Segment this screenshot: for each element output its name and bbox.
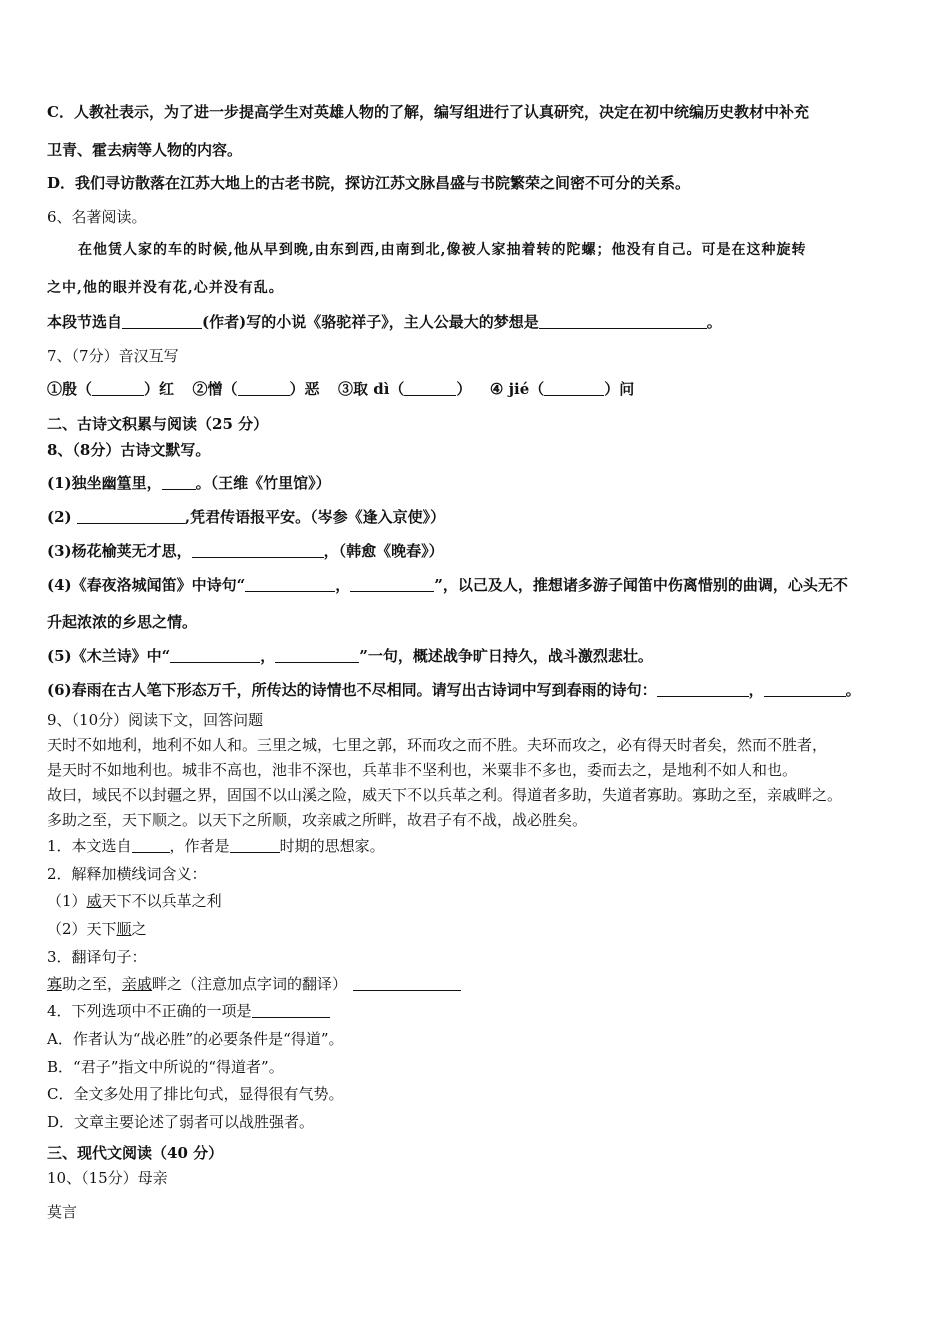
q7-item-2-blank[interactable]	[238, 380, 290, 396]
q8-item-4-text-b: ”，以己及人，推想诸多游子闻笛中伤离惜别的曲调，心头无不	[434, 576, 848, 594]
q9-sub1-book-blank[interactable]	[132, 837, 170, 853]
q8-item-4-line2: 升起浓浓的乡思之情。	[47, 613, 198, 631]
q7-item-1-blank[interactable]	[92, 380, 144, 396]
q9-sub3-sentence	[47, 974, 461, 994]
q9-text-line3: 故曰，域民不以封疆之界，固国不以山溪之险，威天下不以兵革之利。得道者多助，失道者寡助。寡助之至，亲戚畔之。	[47, 786, 843, 804]
q7-heading: 7、（7分）音汉互写	[47, 347, 179, 365]
q9-sub1-text-a: 1．本文选自	[47, 837, 132, 855]
q8-item-2-text-b: ,凭君传语报平安。（岑参《逢入京使》）	[184, 508, 446, 526]
q8-item-1-blank[interactable]	[162, 474, 196, 490]
q9-option-d: D．文章主要论述了弱者可以战胜强者。	[47, 1113, 315, 1131]
q9-text-line1: 天时不如地利，地利不如人和。三里之城，七里之郭，环而攻之而不胜。夫环而攻之，必有得天时者矣，然而不胜者，	[47, 736, 828, 754]
q8-item-5-text-a: (5)《木兰诗》中“	[47, 647, 171, 665]
q6-excerpt-line2: 之中,他的眼并没有花,心并没有乱。	[47, 280, 284, 296]
q8-item-6-blank-2[interactable]	[764, 681, 846, 697]
q9-option-b: B．“君子”指文中所说的“得道者”。	[47, 1058, 284, 1076]
q9-sub2-item2-rest: 之	[131, 920, 147, 938]
q9-sub2-item2	[47, 919, 147, 939]
q9-sub3-underlined-1: 寡	[47, 975, 63, 993]
q10-heading: 10、（15分）母亲	[47, 1169, 168, 1187]
section3-heading: 三、现代文阅读（40 分）	[47, 1144, 224, 1162]
q6-dream-blank[interactable]	[539, 313, 707, 329]
q6-question-text-a: 本段节选自	[47, 313, 123, 331]
q9-sub2-item1-num: （1）	[47, 892, 87, 910]
q9-sub4-answer-blank[interactable]	[252, 1002, 330, 1018]
q8-item-1-text-b: 。（王维《竹里馆》）	[195, 474, 331, 492]
q6-author-blank[interactable]	[122, 313, 202, 329]
q8-item-1	[47, 473, 331, 493]
q8-heading: 8、（8分）古诗文默写。	[47, 441, 211, 459]
q7-item-4-pre: ④ jié（	[489, 380, 545, 398]
q9-sub3: 3．翻译句子：	[47, 948, 147, 966]
q8-item-4-blank-1[interactable]	[245, 576, 335, 592]
q8-item-5-comma: ，	[260, 647, 276, 665]
q9-sub1-text-b: ，作者是	[169, 837, 230, 855]
q5-option-d: D．我们寻访散落在江苏大地上的古老书院，探访江苏文脉昌盛与书院繁荣之间密不可分的关系。	[47, 174, 691, 192]
q9-heading: 9、（10分）阅读下文，回答问题	[47, 711, 264, 729]
q9-sub2-item2-num: （2）天下	[47, 920, 117, 938]
q6-heading: 6、名著阅读。	[47, 208, 147, 226]
q9-sub2-item1-rest: 天下不以兵革之利	[101, 892, 222, 910]
q9-sub1	[47, 836, 385, 856]
section2-heading: 二、古诗文积累与阅读（25 分）	[47, 415, 269, 433]
q5-option-c-line2: 卫青、霍去病等人物的内容。	[47, 141, 243, 159]
q8-item-5-blank-1[interactable]	[170, 647, 260, 663]
q7-item-1-post: ）红	[144, 380, 175, 398]
q9-sub3-text-1: 助之至，	[62, 975, 123, 993]
q9-sub2: 2．解释加横线词含义：	[47, 865, 207, 883]
q7-item-3-blank[interactable]	[404, 380, 456, 396]
q8-item-6-comma: ，	[748, 681, 764, 699]
q9-sub2-item1-underlined: 威	[86, 892, 102, 910]
q8-item-4-line1	[47, 575, 848, 595]
q6-question-end: 。	[706, 313, 722, 331]
q7-item-2-post: ）恶	[289, 380, 320, 398]
q6-excerpt-line1: 在他赁人家的车的时候,他从早到晚,由东到西,由南到北,像被人家抽着转的陀螺；他没有自己。可是在这种旋转	[78, 242, 807, 258]
q9-sub3-answer-blank[interactable]	[353, 975, 461, 991]
q8-item-2-text-a: (2)	[47, 508, 77, 526]
q9-sub3-text-2: 畔之（注意加点字词的翻译）	[152, 975, 348, 993]
q7-items	[47, 379, 634, 399]
q9-sub2-item1	[47, 891, 222, 911]
q8-item-6-text-a: (6)春雨在古人笔下形态万千，所传达的诗情也不尽相同。请写出古诗词中写到春雨的诗句：	[47, 681, 657, 699]
q9-option-c: C．全文多处用了排比句式，显得很有气势。	[47, 1085, 344, 1103]
q5-option-c-line1: C．人教社表示，为了进一步提高学生对英雄人物的了解，编写组进行了认真研究，决定在初中统编历史教材中补充	[47, 103, 809, 121]
q9-sub3-underlined-2: 亲戚	[122, 975, 153, 993]
q8-item-5-blank-2[interactable]	[275, 647, 359, 663]
q8-item-2	[47, 507, 445, 527]
q7-item-4-blank[interactable]	[544, 380, 604, 396]
q9-option-a: A．作者认为“战必胜”的必要条件是“得道”。	[47, 1030, 344, 1048]
q9-sub1-text-c: 时期的思想家。	[279, 837, 385, 855]
q8-item-3-text-b: ，（韩愈《晚春》）	[323, 542, 444, 560]
q8-item-4-comma: ，	[335, 576, 351, 594]
q9-text-line2: 是天时不如地利也。城非不高也，池非不深也，兵革非不坚利也，米粟非不多也，委而去之，是地利不如人和也。	[47, 761, 798, 779]
q8-item-5-text-b: ”一句，概述战争旷日持久，战斗激烈悲壮。	[359, 647, 653, 665]
q9-sub4	[47, 1001, 330, 1021]
q6-question-text-b: (作者)写的小说《骆驼祥子》，主人公最大的梦想是	[202, 313, 539, 331]
q9-sub2-item2-underlined: 顺	[116, 920, 132, 938]
q9-sub4-text: 4．下列选项中不正确的一项是	[47, 1002, 252, 1020]
q7-item-4-post: ）问	[604, 380, 635, 398]
q7-item-1-pre: ①殷（	[47, 380, 93, 398]
q8-item-4-blank-2[interactable]	[350, 576, 434, 592]
q8-item-3-blank[interactable]	[192, 542, 324, 558]
q7-item-2-pre: ②憎（	[192, 380, 238, 398]
q8-item-2-blank[interactable]	[77, 508, 185, 524]
q7-item-3-pre: ③取 dì（	[338, 380, 405, 398]
q7-item-3-post: ）	[456, 380, 472, 398]
q8-item-1-text-a: (1)独坐幽篁里，	[47, 474, 162, 492]
q8-item-6	[47, 680, 861, 700]
q9-sub1-era-blank[interactable]	[230, 837, 280, 853]
q8-item-6-blank-1[interactable]	[657, 681, 749, 697]
q9-text-line4: 多助之至，天下顺之。以天下之所顺，攻亲戚之所畔，故君子有不战，战必胜矣。	[47, 811, 588, 829]
q8-item-4-text-a: (4)《春夜洛城闻笛》中诗句“	[47, 576, 246, 594]
q6-question	[47, 312, 722, 332]
q10-author: 莫言	[47, 1203, 78, 1221]
q8-item-5	[47, 646, 653, 666]
q8-item-3	[47, 541, 444, 561]
q8-item-6-end: 。	[845, 681, 861, 699]
q8-item-3-text-a: (3)杨花榆荚无才思，	[47, 542, 192, 560]
